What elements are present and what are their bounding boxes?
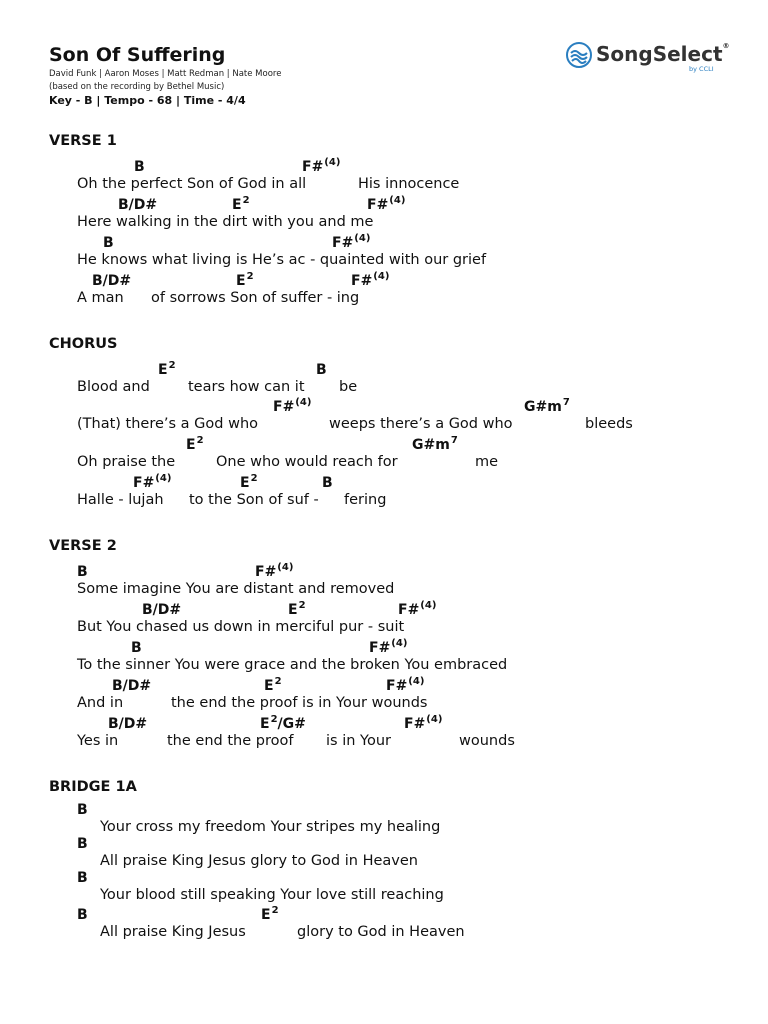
- lyric-segment: the end the proof: [167, 733, 294, 749]
- chord: [240, 475, 258, 491]
- chord-root: E: [240, 475, 250, 491]
- chord-root: F#: [351, 273, 373, 289]
- lyric-segment: weeps there’s a God who: [329, 416, 513, 432]
- chord-root: B: [103, 235, 114, 251]
- chord: [118, 197, 157, 213]
- chord-extension: 2: [274, 676, 282, 687]
- chord: [398, 602, 436, 618]
- songselect-logo-icon: [566, 42, 592, 68]
- chord: [412, 437, 458, 453]
- chord-root: E: [264, 678, 274, 694]
- chord: [92, 273, 131, 289]
- section-label-verse-1: VERSE 1: [49, 133, 117, 149]
- chord: [186, 437, 204, 453]
- chord-extension: (4): [426, 714, 443, 725]
- lyric-segment: And in: [77, 695, 124, 711]
- lyric-segment: bleeds: [585, 416, 633, 432]
- chord-root: B/D#: [142, 602, 182, 618]
- lyric-segment: Oh praise the: [77, 454, 176, 470]
- chord: [322, 475, 333, 491]
- chord: [232, 197, 250, 213]
- lyric-segment: All praise King Jesus glory to God in Heaven: [100, 853, 418, 869]
- lyric-segment: One who would reach for: [216, 454, 398, 470]
- lyric-segment: tears how can it: [188, 379, 305, 395]
- lyric-segment: But You chased us down in merciful pur - suit: [77, 619, 405, 635]
- chord-extension: (4): [277, 562, 294, 573]
- lyric-segment: me: [475, 454, 499, 470]
- chord-root: B: [77, 870, 88, 886]
- lyric-segment: Here walking in the dirt with you and me: [77, 214, 374, 230]
- chord-extension: 2: [250, 473, 258, 484]
- chord-root: E: [260, 716, 270, 732]
- chord: [77, 564, 88, 580]
- key-tempo-time: Key - B | Tempo - 68 | Time - 4/4: [49, 94, 246, 107]
- chord-root: G#m: [524, 399, 562, 415]
- chord: [133, 475, 171, 491]
- lyric-segment: wounds: [459, 733, 515, 749]
- chord: [142, 602, 181, 618]
- chord: [236, 273, 254, 289]
- chord-extension: 2: [196, 435, 204, 446]
- chord-root: B: [77, 802, 88, 818]
- lyric-segment: glory to God in Heaven: [297, 924, 465, 940]
- chord-extension: 2: [271, 905, 279, 916]
- chord-root: B: [322, 475, 333, 491]
- lyric-segment: is in Your: [326, 733, 391, 749]
- chord: [367, 197, 405, 213]
- chord-root: F#: [255, 564, 277, 580]
- recording-note: (based on the recording by Bethel Music): [49, 82, 225, 92]
- chord-root: F#: [302, 159, 324, 175]
- chord-root: E: [261, 907, 271, 923]
- by-ccli-label: by CCLI: [689, 65, 714, 73]
- chord: [369, 640, 407, 656]
- chord: [316, 362, 327, 378]
- chord-root: B: [131, 640, 142, 656]
- chord: [404, 716, 442, 732]
- chord-root: F#: [367, 197, 389, 213]
- chord-root: B: [316, 362, 327, 378]
- chord-extension: (4): [295, 397, 312, 408]
- chord-root: B: [77, 564, 88, 580]
- song-authors: David Funk | Aaron Moses | Matt Redman | Nate Moore: [49, 69, 282, 79]
- lyric-segment: to the Son of suf -: [189, 492, 319, 508]
- chord-root: F#: [386, 678, 408, 694]
- lyric-segment: the end the proof is in Your wounds: [171, 695, 428, 711]
- chord: [134, 159, 145, 175]
- chord-extension: (4): [420, 600, 437, 611]
- chord: [332, 235, 370, 251]
- chord: [77, 802, 88, 818]
- chord-root: G#m: [412, 437, 450, 453]
- chord-extension: 7: [450, 435, 458, 446]
- lyric-segment: Your blood still speaking Your love still reaching: [100, 887, 444, 903]
- chord-extension: (4): [354, 233, 371, 244]
- lyric-segment: fering: [344, 492, 387, 508]
- chord-root: E: [186, 437, 196, 453]
- chord: [103, 235, 114, 251]
- chord-root: E: [288, 602, 298, 618]
- lyric-segment: Your cross my freedom Your stripes my healing: [100, 819, 441, 835]
- chord: [288, 602, 306, 618]
- chord: [77, 836, 88, 852]
- chord: [351, 273, 389, 289]
- songselect-logo[interactable]: [566, 40, 730, 76]
- lyric-segment: Oh the perfect Son of God in all: [77, 176, 307, 192]
- chord-extension: (4): [155, 473, 172, 484]
- chord-bass: /G#: [277, 716, 306, 732]
- lyric-segment: Halle - lujah: [77, 492, 164, 508]
- chord: [131, 640, 142, 656]
- lyric-segment: be: [339, 379, 358, 395]
- chord-root: F#: [273, 399, 295, 415]
- chord-root: E: [232, 197, 242, 213]
- chord: [386, 678, 424, 694]
- chord-root: F#: [398, 602, 420, 618]
- chord: [255, 564, 293, 580]
- chord: [524, 399, 570, 415]
- chord: [77, 870, 88, 886]
- lyric-segment: (That) there’s a God who: [77, 416, 259, 432]
- chord-root: E: [158, 362, 168, 378]
- chord: [112, 678, 151, 694]
- chord-root: F#: [332, 235, 354, 251]
- section-label-bridge-1a: BRIDGE 1A: [49, 779, 137, 795]
- chord-root: E: [236, 273, 246, 289]
- chord: [158, 362, 176, 378]
- chord-extension: 2: [242, 195, 250, 206]
- song-title: Son Of Suffering: [49, 44, 226, 66]
- chord-root: B/D#: [112, 678, 152, 694]
- chord-root: B: [77, 907, 88, 923]
- chord: [264, 678, 282, 694]
- lyric-segment: All praise King Jesus: [100, 924, 246, 940]
- chord-extension: 2: [298, 600, 306, 611]
- chord-root: F#: [369, 640, 391, 656]
- chord: [273, 399, 311, 415]
- chord-root: B: [134, 159, 145, 175]
- chord-extension: (4): [389, 195, 406, 206]
- lyric-segment: A man: [77, 290, 124, 306]
- section-label-verse-2: VERSE 2: [49, 538, 117, 554]
- lyric-segment: To the sinner You were grace and the broken You embraced: [77, 657, 508, 673]
- lyric-segment: His innocence: [358, 176, 460, 192]
- chord: [302, 159, 340, 175]
- chord-root: F#: [133, 475, 155, 491]
- lyric-segment: of sorrows Son of suffer - ing: [151, 290, 360, 306]
- lyric-segment: Some imagine You are distant and removed: [77, 581, 395, 597]
- chord-root: B/D#: [108, 716, 148, 732]
- section-label-chorus: CHORUS: [49, 336, 118, 352]
- chord-extension: 2: [168, 360, 176, 371]
- chord: [108, 716, 147, 732]
- chord: [260, 716, 306, 732]
- lyric-segment: Blood and: [77, 379, 150, 395]
- chord-root: B: [77, 836, 88, 852]
- chord-extension: 7: [562, 397, 570, 408]
- chord-extension: (4): [324, 157, 341, 168]
- chord-root: F#: [404, 716, 426, 732]
- chord-extension: (4): [391, 638, 408, 649]
- lyric-segment: He knows what living is He’s ac - quainted with our grief: [77, 252, 487, 268]
- chord-extension: 2: [246, 271, 254, 282]
- chord-extension: 2: [270, 714, 278, 725]
- chord: [261, 907, 279, 923]
- chord-extension: (4): [408, 676, 425, 687]
- chord-extension: (4): [373, 271, 390, 282]
- chord: [77, 907, 88, 923]
- chord-root: B/D#: [92, 273, 132, 289]
- songselect-wordmark: SongSelect®: [596, 42, 730, 66]
- chord-root: B/D#: [118, 197, 158, 213]
- lyric-segment: Yes in: [77, 733, 119, 749]
